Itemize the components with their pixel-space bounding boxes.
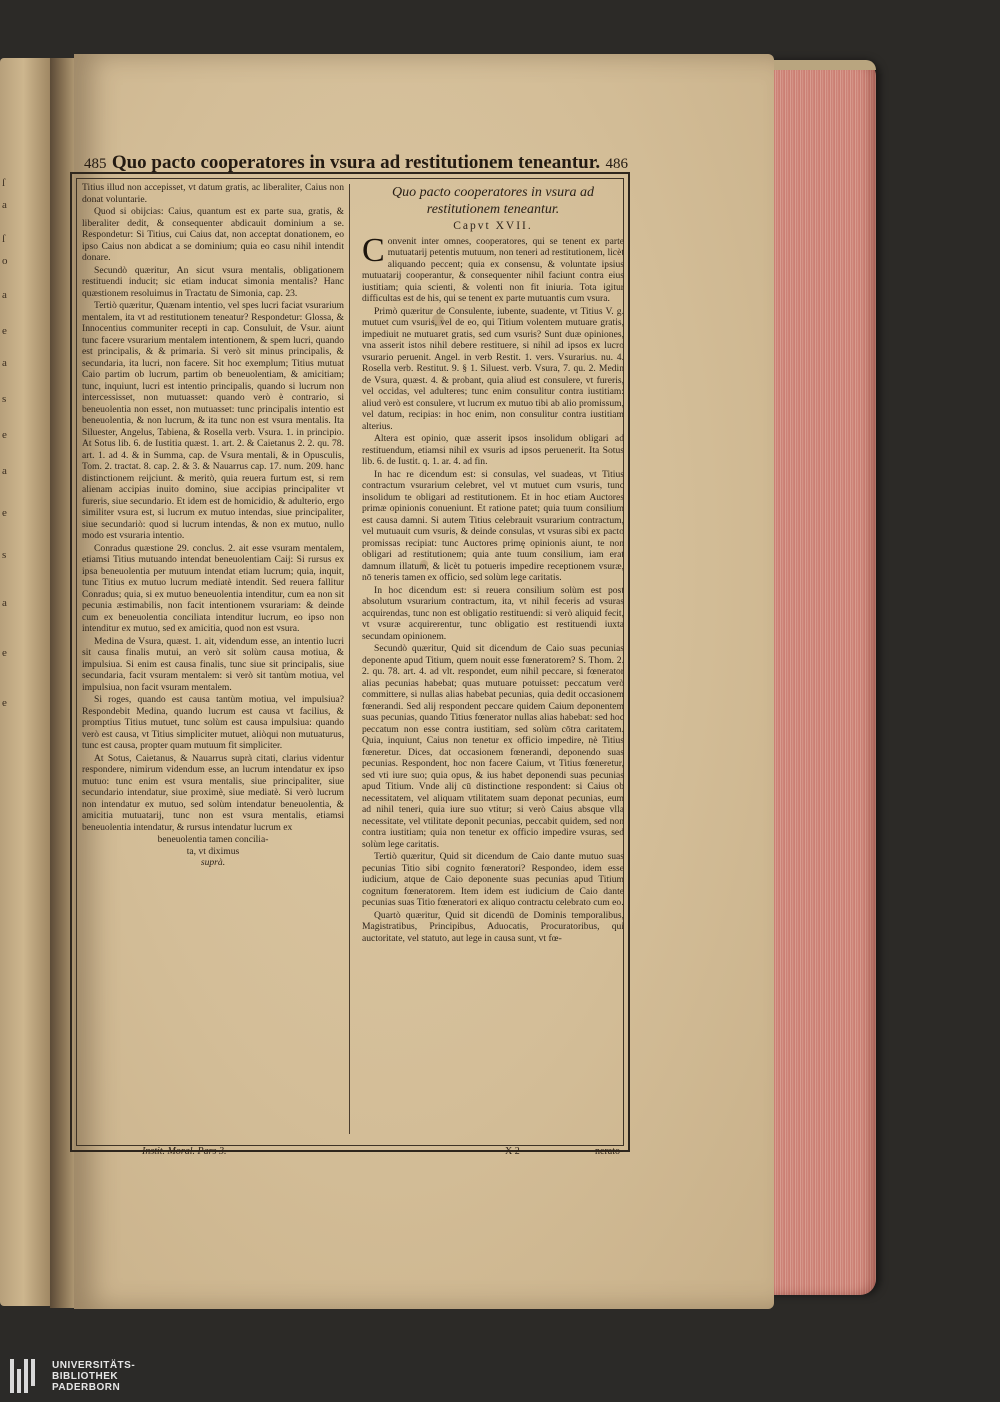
signature-mark: X 2 xyxy=(505,1146,520,1157)
tail-line xyxy=(82,857,344,869)
signature-line: Instit. Moral. Pars 3. xyxy=(142,1146,227,1157)
paragraph: Quartò quæritur, Quid sit dicendū de Dominis temporalibus, Magistratibus, Principibus, Aduocatis, Procuratoribus, qui auctoritate, vel statuto, aut lege in causa sunt, vt fœ- xyxy=(362,909,624,944)
tail-line: beneuolentia tamen concilia- xyxy=(157,834,269,845)
library-name-line: PADERBORN xyxy=(52,1381,121,1393)
paragraph: Conradus quæstione 29. conclus. 2. ait esse vsuram mentalem, etiamsi Titius mutuando intendat beneuolentiam Caij: Si rursus ex ipsa beneuolentia per mutuum intendat etiam lucrum; quia, inquit, tunc Titius ex mutuo lucrum mediatè intendit. Sed reuera fallitur Conradus; quia, si ex mutuo beneuolentia intenditur, cum ea non sit pecunia æstimabilis, non facit intentionem vsurariam: & deinde cum ex beneuolentia conciliata intenditur lucrum, eo ipso non intenditur ex mutuo, sed ex amicitia, quod non est vsura. xyxy=(82,542,344,634)
paragraph: Medina de Vsura, quæst. 1. ait, videndum esse, an intentio lucri sit causa finalis mutui, an verò sit solùm causa motiua, & impulsiua. Si enim est causa finalis, tunc siue sit principalis, siue secundaria, facit vsuram mentalem: si verò sit tantùm motiua, vel impulsiua, non facit vsuram mentalem. xyxy=(82,635,344,693)
paragraph: Secundò quæritur, Quid sit dicendum de Caio suas pecunias deponente apud Titium, quem nouit esse fœneratorem? S. Thom. 2. 2. qu. 78. art. 4. ad vlt. respondet, eum nihil peccare, si fœnerator alias pecunias habebat; quas mutuare potuisset: peccatum verò committere, si nullas alias habebat pecunias, quia dedit occasionem fœnerandi. Sed alij respondent peccare quidem Caium deponentem suas pecunias, quando Titius fœnerator nullas alias habebat: sed hoc peccatum non esse contra iustitiam, sed solùm cōtra caritatem. Quia, inquiunt, Caius non tenetur ex officio impedire, nè Titius fœneretur. Dices, dat occasionem fœnerandi, deponendo suas pecunias. Respondent, hoc non facere Caium, vt Titius fœneretur, sed vti iure suo; quia opus, & ius habet deponendi suas pecunias apud Titium. Vnde alij cū distinctione respondent: si Caius ob necessitatem, vel aliquam vtilitatem suam deponat pecunias, eum ad nihil teneri, quia iure suo vtitur; si verò Caius absque vlla necessitate, vel vtilitate deponit pecunias, peccabit quidem, sed non contra iustitiam; quia non tenetur ex officio impedire vsuras, sed solùm lege caritatis. xyxy=(362,643,624,850)
library-banner xyxy=(0,1350,1000,1402)
paragraph: Tertiò quæritur, Quænam intentio, vel spes lucri faciat vsurarium mentalem, ita vt ad restitutionem teneatur? Respondetur: Glossa, & Innocentius communiter recepti in cap. Consuluit, de Vsur. aiunt tunc facere vsurarium mentalem intentionem, & spem lucri, quando est principalis, & & primaria. Si verò sit minus principalis, & secundaria, ita lucri, non facere. Sit hoc exemplum; Titius mutuat Caio partim ob lucrum, partim ob beneuolentiam, & amicitiam; tunc, inquiunt, lucri est intentio principalis, quando si lucrum non intercessisset, non mutuasset: quando verò è contrario, si beneuolentia non esset, non mutuasset: tunc principalis intentio est beneuolentia, & non lucrum, & ita tunc non est vsura mentalis. Ita Siluester, Angelus, Tabiena, & Rosella verb. Vsura. 1. in principio. At Sotus lib. 6. de Iustitia quæst. 1. art. 2. & Caietanus 2. 2. qu. 78. art. 1. ad 4. & in Summa, cap. de Vsura mentali, & in Opusculis, Tom. 2. tractat. 8. cap. 2. & 3. & Nauarrus cap. 17. num. 209. hanc distinctionem reijciunt. & meritò, quia reuera furtum est, si rem alienam accipias inuito domino, siue accipias principaliter vt fureris, siue secundario. Et idem est de homicidio, & adulterio, ergo similiter vsura est, si lucrum ex mutuo intendas, siue principaliter, siue secundariò: quod si lucrum intendas, & non ex mutuo, nullo modo est vsuraria intentio. xyxy=(82,300,344,541)
tail-line-italic: suprà. xyxy=(200,857,226,868)
paragraph: In hoc dicendum est: si reuera consilium solùm est post absolutum vsurarium contractum, ita, vt nihil feceris ad vsuras acquirendas, tunc non est obligatio restituendi: si verò aliquid fecit, vt vsuræ acquirerentur, tunc obligatio est restituendi iuxta secundam opinionem. xyxy=(362,584,624,642)
library-bars-icon xyxy=(10,1359,44,1393)
opening-text: onvenit inter omnes, cooperatores, qui se tenent ex parte mutuatarij petentis mutuum, non teneri ad restitutionem, licèt aliquando peccent; quia ex consensu, & voluntate ipsius mutuatarij cooperantur, & consequenter nihil faciunt contra eius iustitiam; quia scienti, & volenti non fit iniuria. Tota igitur difficultas est de his, qui se tenent ex parte mutuantis cum vsura. xyxy=(362,235,624,304)
paragraph: Titius illud non accepisset, vt datum gratis, ac liberaliter, Caius non donat voluntarie. xyxy=(82,182,344,205)
section-title: Quo pacto cooperatores in vsura ad restitutionem teneantur. xyxy=(391,185,595,217)
page-block-top xyxy=(766,60,876,70)
catchword: nerato- xyxy=(595,1146,624,1157)
paragraph: Tertiò quæritur, Quid sit dicendum de Caio dante mutuo suas pecunias Titio sibi cognito fœneratori? Respondeo, idem esse iudicium, atque de Caio deponente suas pecunias apud Titium cognitum fœneratorem. Item idem est iudicium de Caio dante pecunias suas Titio fœneratori ex aliquo contractu celebrato cum eo. xyxy=(362,851,624,908)
right-page-number: 486 xyxy=(605,156,628,172)
paragraph: Si roges, quando est causa tantùm motiua, vel impulsiua? Respondebit Medina, quando lucrum est causa vt facilius, & promptius Titius mutuet, tunc solùm est causa impulsiua: quando verò est causa, vt Titius simpliciter mutuet, aliòqui non mutuaturus, tunc est causa, propter quam mutuum fit simpliciter. xyxy=(82,694,344,751)
left-column xyxy=(82,182,344,1132)
running-title: Quo pacto cooperatores in vsura ad restitutionem teneantur. xyxy=(111,152,601,173)
page-block-edges xyxy=(766,60,876,1295)
left-page-number: 485 xyxy=(84,156,107,172)
opening-paragraph xyxy=(362,231,624,305)
paragraph: In hac re dicendum est: si consulas, vel suadeas, vt Titius contractum vsurarium celebret, vel vt mutuet cum vsuris, tunc insolidum te obligari ad restitutionem. Et in hoc etiam Auctores primæ opinionis conueniunt. Et ratione patet; quia tuum consilium est causa damni. Si autem Titius celebrauit vsurarium contractum, vel mutuauit cum vsuris, & deinde consulas, vt vsuras sibi ex pacto promissas recipiat: tunc Auctores primę opinionis aiunt, te non obligari ad restitutionem; quia ante tuum consilium, iam erat damnum illatum, & licèt tu potueris impedire receptionem vsuræ, nō teneris tamen ex officio, sed solùm lege caritatis. xyxy=(362,468,624,583)
paragraph: Primò quæritur de Consulente, iubente, suadente, vt Titius V. g. mutuet cum vsuris, vel de eo, qui Titium volentem mutuare gratis, impediuit ne mutuaret gratis, sed cum vsuris? Sunt duæ opiniones, vna asserit istos nihil debere restituere, si nihil ad ipsos ex lucro vsurario peruenit. Angel. in verb Restit. 1. vers. Vsurarius. nu. 4. Rosella verb. Restitut. 9. § 1. Siluest. verb. Vsura, 7. qu. 2. Medin de Vsura, quæst. 4. & probant, quia aliud est consulere, vt fureris, vel occidas, vel adulteres; tunc enim consulitur contra iustitiam: aliud verò est consulere, vt lucrum ex mutuo tibi ab alio promissum, vel datum, recipias: in hoc enim, non consulitur contra iustitiam alterius. xyxy=(362,305,624,432)
tail-line: ta, vt diximus xyxy=(186,845,240,857)
right-column xyxy=(362,182,624,1112)
paragraph: Secundò quæritur, An sicut vsura mentalis, obligationem restituendi inducit; sic etiam inducat simonia mentalis? Hanc quæstionem resoluimus in Tractatu de Simonia, cap. 23. xyxy=(82,264,344,299)
drop-cap: C xyxy=(362,231,385,269)
column-divider xyxy=(349,184,350,1134)
left-page-edge: ſ a ſ o a e a s e a e s a e e xyxy=(0,58,52,1306)
library-name xyxy=(52,1360,135,1393)
library-name-line: BIBLIOTHEK xyxy=(52,1370,119,1382)
paragraph: At Sotus, Caietanus, & Nauarrus suprà citati, clarius videntur respondere, nimirum videndum esse, an lucrum intendatur ex ipso mutuo: tunc enim est vsura mentalis, siue principaliter, siue secundario intendatur, siue proximè, siue mediatè. Si verò lucrum non intendatur ex mutuo, sed solùm intendatur beneuolentia, & amicitia mutuatarij, tunc non est vsura mentalis, etiamsi beneuolentia intendatur, & rursus intendatur lucrum ex xyxy=(82,752,344,833)
library-name-line: UNIVERSITÄTS- xyxy=(52,1359,136,1371)
paragraph: Quod si obijcias: Caius, quantum est ex parte sua, gratis, & liberaliter dedit, & consequenter abdicauit dominium a se. Respondetur: Si Titius, cui Caius dat, non acceptat donationem, eo ipso Caius non abdicat a se dominium; quia eo casu nihil intendit donare. xyxy=(82,206,344,263)
chapter-label: Capvt XVII. xyxy=(453,220,533,232)
paragraph: Altera est opinio, quæ asserit ipsos insolidum obligari ad restituendum, etiamsi nihil ex vsuris ad ipsos peruenerit. Ita Sotus lib. 6. de Iustit. q. 1. ar. 4. ad fin. xyxy=(362,433,624,467)
